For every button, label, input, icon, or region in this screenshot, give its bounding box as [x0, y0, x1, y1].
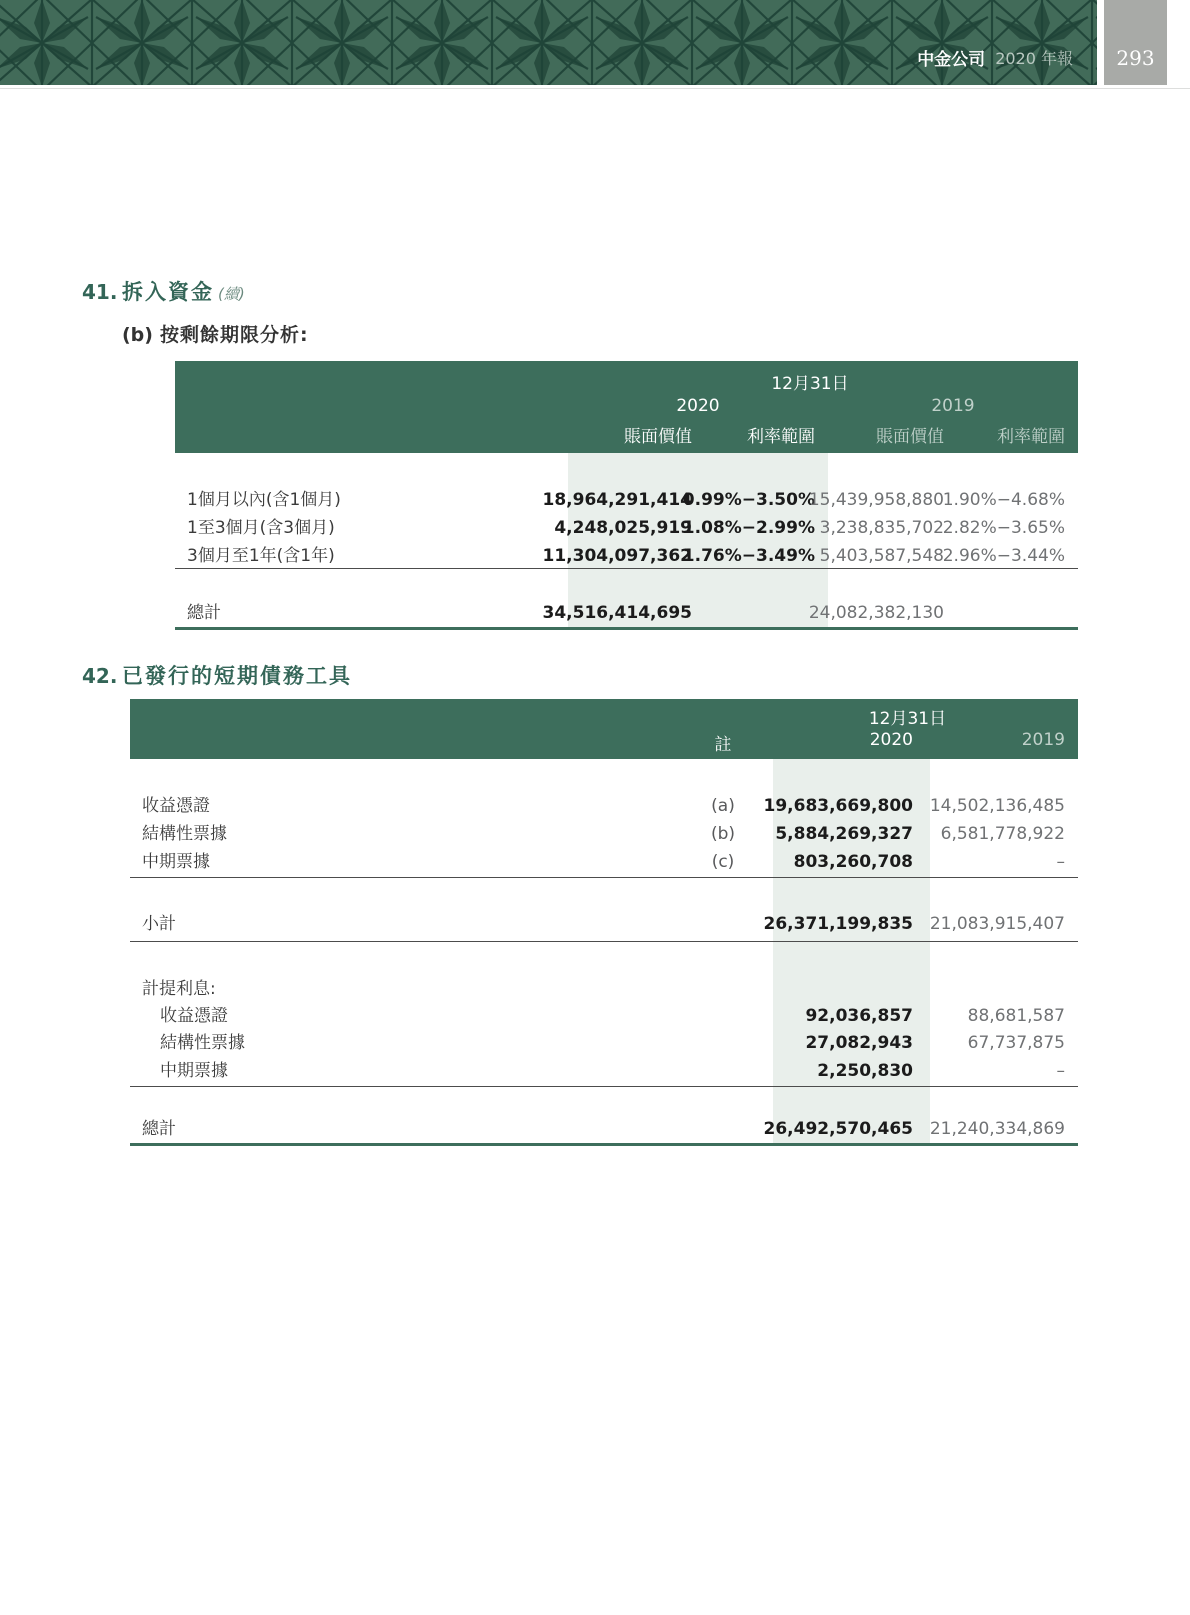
book-value-2019-header: 賬面價值	[876, 427, 944, 447]
section-41-continued: (續)	[218, 285, 245, 303]
short-term-debt-table	[130, 699, 1078, 1149]
total-row	[130, 1115, 1078, 1143]
book-value-2020-header: 賬面價值	[624, 427, 692, 447]
total-row	[175, 599, 1078, 627]
year-2020-header: 2020	[869, 730, 913, 750]
value-2019: –	[1056, 852, 1065, 872]
subtotal-label: 小計	[142, 914, 176, 934]
section-41b-title: 按剩餘期限分析:	[160, 324, 309, 346]
report-year: 2020 年報	[995, 49, 1073, 68]
interest-section-label: 計提利息:	[142, 979, 216, 999]
note-reference: (b)	[710, 824, 736, 844]
maturity-table-header	[175, 361, 1078, 453]
year-2020-header: 2020	[676, 396, 720, 416]
table-row	[175, 542, 1078, 570]
page-number: 293	[1116, 45, 1155, 70]
value-2019: 6,581,778,922	[940, 824, 1065, 844]
table-divider	[130, 877, 1078, 878]
section-42-heading	[82, 660, 352, 690]
table-divider	[130, 1086, 1078, 1087]
row-label: 收益憑證	[142, 796, 210, 816]
table-divider	[130, 941, 1078, 942]
row-label: 1至3個月(含3個月)	[187, 518, 335, 538]
row-label: 結構性票據	[160, 1033, 245, 1053]
table-row	[130, 792, 1078, 820]
subtotal-2020: 26,371,199,835	[763, 914, 913, 934]
total-2019: 21,240,334,869	[929, 1119, 1065, 1139]
total-label: 總計	[187, 603, 221, 623]
value-2020: 5,884,269,327	[775, 824, 913, 844]
row-label: 1個月以內(含1個月)	[187, 490, 341, 510]
maturity-analysis-table	[175, 361, 1078, 631]
table-row	[130, 1029, 1078, 1057]
section-42-title: 已發行的短期債務工具	[122, 664, 352, 688]
book-value-2020: 4,248,025,919	[554, 518, 692, 538]
subtotal-2019: 21,083,915,407	[929, 914, 1065, 934]
subtotal-row	[130, 910, 1078, 938]
date-header: 12月31日	[868, 709, 947, 729]
total-book-value-2020: 34,516,414,695	[542, 603, 692, 623]
banner-title	[917, 0, 1073, 85]
value-2019: 14,502,136,485	[929, 796, 1065, 816]
rate-range-2019-header: 利率範圍	[997, 427, 1065, 447]
header-banner	[0, 0, 1097, 85]
note-reference: (c)	[711, 852, 735, 872]
book-value-2020: 11,304,097,362	[542, 546, 692, 566]
rate-range-2019: 2.96%−3.44%	[942, 546, 1065, 566]
rate-range-2020: 1.76%−3.49%	[682, 546, 815, 566]
date-header: 12月31日	[771, 374, 849, 394]
rate-range-2020-header: 利率範圍	[747, 427, 815, 447]
value-2019: 67,737,875	[967, 1033, 1065, 1053]
section-42-number: 42.	[82, 664, 118, 688]
row-label: 3個月至1年(含1年)	[187, 546, 335, 566]
year-2019-header: 2019	[1021, 730, 1065, 750]
rate-range-2019: 1.90%−4.68%	[942, 490, 1065, 510]
value-2020: 2,250,830	[817, 1061, 913, 1081]
row-label: 收益憑證	[160, 1006, 228, 1026]
section-41b-label: (b)	[122, 324, 153, 346]
book-value-2019: 15,439,958,880	[808, 490, 944, 510]
table-bottom-rule	[130, 1143, 1078, 1146]
book-value-2019: 5,403,587,548	[819, 546, 944, 566]
debt-table-header	[130, 699, 1078, 759]
table-divider	[175, 568, 1078, 569]
rate-range-2019: 2.82%−3.65%	[942, 518, 1065, 538]
value-2020: 19,683,669,800	[763, 796, 913, 816]
table-row	[130, 1057, 1078, 1085]
note-reference: (a)	[711, 796, 735, 816]
rate-range-2020: 0.99%−3.50%	[682, 490, 815, 510]
page-number-box	[1104, 0, 1167, 85]
total-book-value-2019: 24,082,382,130	[808, 603, 944, 623]
table-bottom-rule	[175, 627, 1078, 630]
row-label: 中期票據	[160, 1061, 228, 1081]
section-41-heading	[82, 276, 245, 306]
total-label: 總計	[142, 1119, 176, 1139]
rate-range-2020: 1.08%−2.99%	[682, 518, 815, 538]
company-name: 中金公司	[917, 50, 986, 70]
value-2019: 88,681,587	[967, 1006, 1065, 1026]
book-value-2019: 3,238,835,702	[819, 518, 944, 538]
value-2020: 27,082,943	[805, 1033, 913, 1053]
interest-section-row	[130, 975, 1078, 1003]
value-2020: 803,260,708	[793, 852, 913, 872]
table-row	[175, 486, 1078, 514]
row-label: 中期票據	[142, 852, 210, 872]
note-column-header: 註	[714, 735, 732, 755]
table-row	[175, 514, 1078, 542]
book-value-2020: 18,964,291,414	[542, 490, 692, 510]
value-2019: –	[1056, 1061, 1065, 1081]
section-41b-heading	[122, 320, 309, 347]
table-row	[130, 848, 1078, 876]
year-2019-header: 2019	[931, 396, 975, 416]
section-41-number: 41.	[82, 280, 118, 304]
value-2020: 92,036,857	[805, 1006, 913, 1026]
header-divider	[0, 88, 1190, 89]
total-2020: 26,492,570,465	[763, 1119, 913, 1139]
row-label: 結構性票據	[142, 824, 227, 844]
table-row	[130, 1002, 1078, 1030]
table-row	[130, 820, 1078, 848]
section-41-title: 拆入資金	[122, 280, 214, 304]
